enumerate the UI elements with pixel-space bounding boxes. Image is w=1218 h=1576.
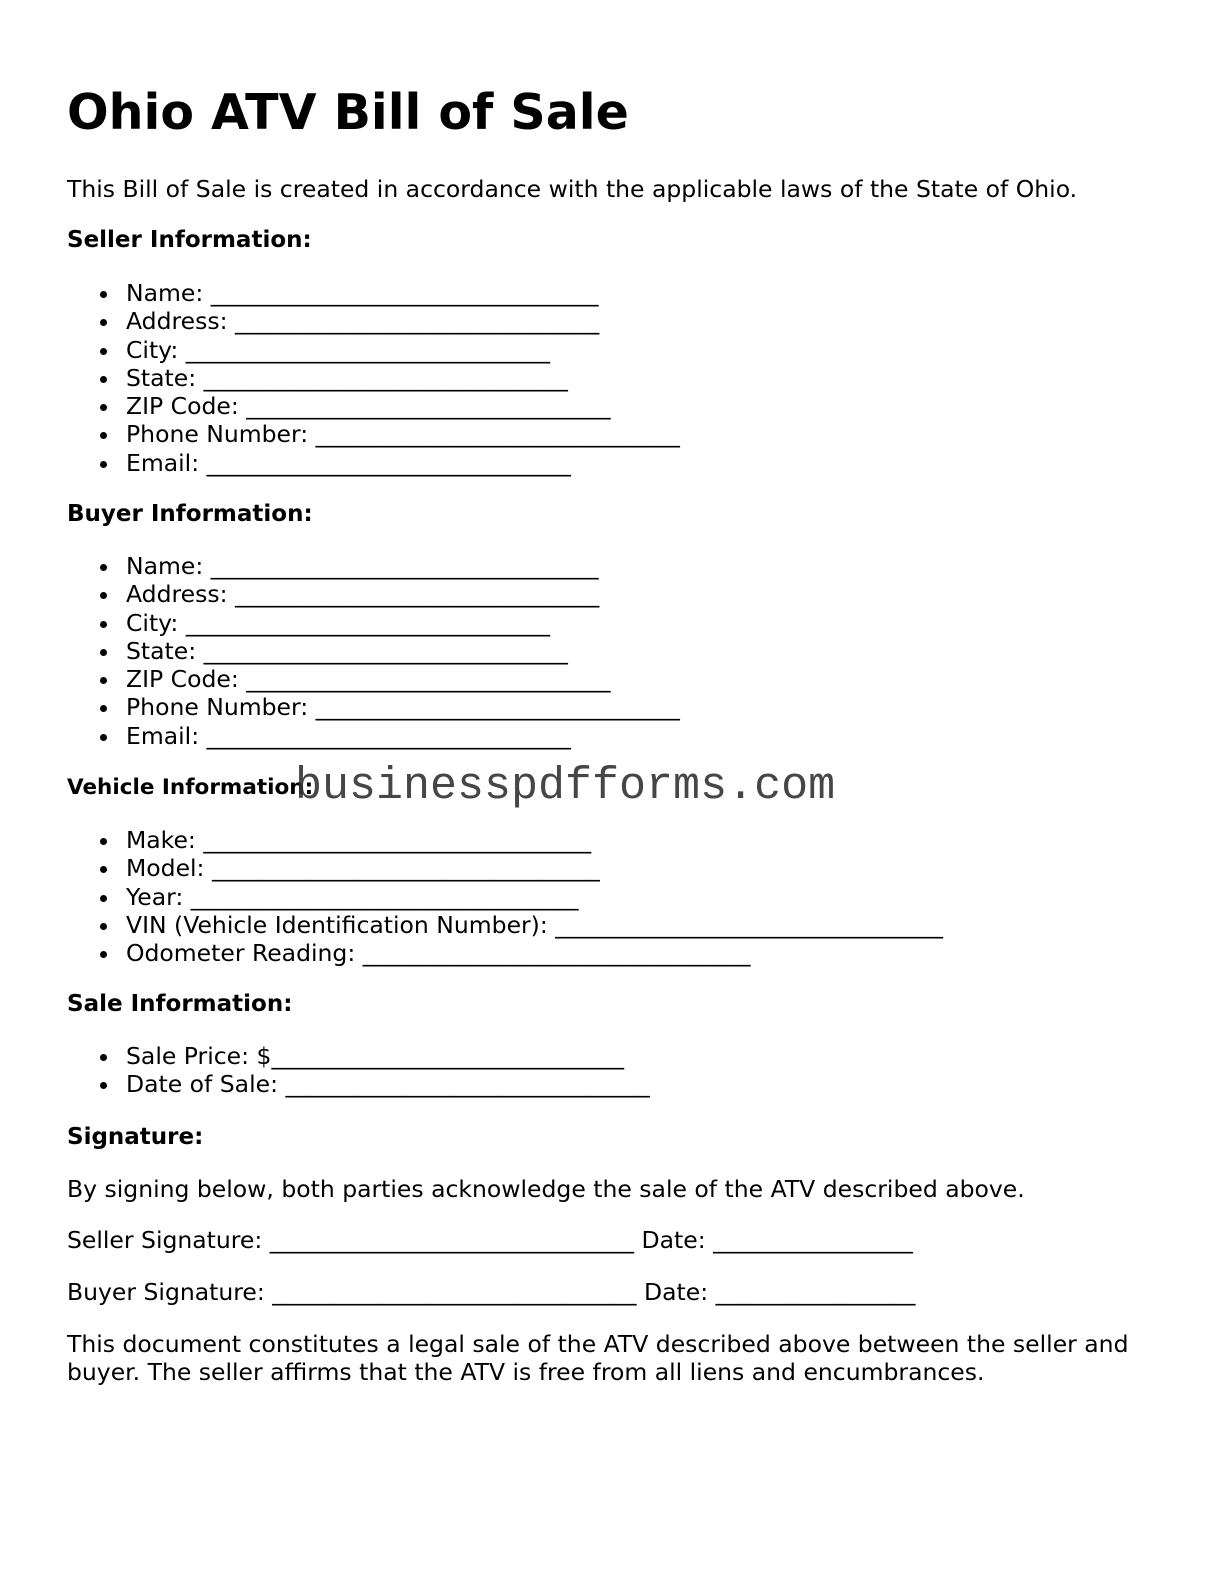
field-label: City: bbox=[126, 608, 179, 637]
field-blank: _________________________________ bbox=[211, 854, 600, 883]
field-label: State: bbox=[126, 636, 197, 665]
field-label: Model: bbox=[126, 854, 205, 883]
field-blank: _______________________________ bbox=[206, 721, 571, 750]
field-blank: _______________________________ bbox=[203, 636, 568, 665]
buyer-signature-label: Buyer Signature: bbox=[67, 1278, 265, 1306]
field-label: Date of Sale: bbox=[126, 1070, 278, 1099]
field-blank: _________________________________ bbox=[203, 826, 592, 854]
vehicle-make-field bbox=[0, 826, 943, 854]
page-title: Ohio ATV Bill of Sale bbox=[67, 84, 629, 141]
vehicle-odometer-field bbox=[0, 939, 943, 967]
vehicle-heading: Vehicle Information: bbox=[67, 775, 314, 800]
field-blank: _______________________________ bbox=[185, 608, 551, 637]
field-blank: _______________________________ bbox=[185, 335, 551, 364]
signature-statement: By signing below, both parties acknowledge the sale of the ATV described above. bbox=[67, 1175, 1025, 1203]
intro-text: This Bill of Sale is created in accordance with the applicable laws of the State of Ohio. bbox=[67, 175, 1078, 203]
seller-fields-list bbox=[0, 279, 680, 477]
field-blank: _______________________________ bbox=[315, 693, 680, 722]
seller-name-field bbox=[0, 279, 680, 307]
field-blank: _______________________________ bbox=[246, 665, 611, 694]
field-label: VIN (Vehicle Identification Number): bbox=[126, 910, 548, 939]
signature-heading: Signature: bbox=[67, 1124, 204, 1150]
buyer-date-blank: _________________ bbox=[715, 1278, 916, 1306]
buyer-zip-field bbox=[0, 665, 680, 693]
field-label: Sale Price: $ bbox=[126, 1042, 272, 1070]
watermark: businesspdfforms.com bbox=[295, 761, 836, 812]
field-label: Email: bbox=[126, 448, 200, 477]
buyer-fields-list bbox=[0, 552, 680, 750]
field-blank: ______________________________ bbox=[271, 1042, 624, 1070]
buyer-name-field bbox=[0, 552, 680, 580]
vehicle-model-field bbox=[0, 854, 943, 882]
vehicle-year-field bbox=[0, 883, 943, 911]
sale-heading: Sale Information: bbox=[67, 991, 293, 1017]
seller-heading: Seller Information: bbox=[67, 227, 312, 253]
field-label: Name: bbox=[126, 552, 204, 580]
closing-statement: This document constitutes a legal sale of the ATV described above between the seller and buyer. The seller affirms that the ATV is free from all liens and encumbrances. bbox=[67, 1330, 1129, 1387]
seller-city-field bbox=[0, 336, 680, 364]
field-blank: _________________________________ bbox=[362, 939, 751, 968]
field-blank: _______________________________ bbox=[285, 1070, 650, 1099]
field-blank: _______________________________ bbox=[235, 580, 600, 609]
seller-signature-blank: _______________________________ bbox=[269, 1226, 635, 1254]
buyer-address-field bbox=[0, 580, 680, 608]
field-label: Phone Number: bbox=[126, 420, 309, 449]
seller-state-field bbox=[0, 364, 680, 392]
sale-fields-list bbox=[0, 1042, 650, 1099]
field-blank: _______________________________ bbox=[315, 420, 680, 449]
seller-email-field bbox=[0, 449, 680, 477]
seller-date-blank: _________________ bbox=[713, 1226, 913, 1254]
field-label: City: bbox=[126, 335, 179, 364]
buyer-signature-line bbox=[67, 1278, 915, 1306]
field-blank: _________________________________ bbox=[210, 552, 599, 580]
field-blank: _________________________________ bbox=[555, 910, 944, 939]
field-label: Email: bbox=[126, 721, 200, 750]
buyer-heading: Buyer Information: bbox=[67, 501, 313, 527]
buyer-email-field bbox=[0, 722, 680, 750]
seller-address-field bbox=[0, 307, 680, 335]
field-label: Address: bbox=[126, 307, 228, 336]
field-label: Name: bbox=[126, 279, 204, 307]
field-label: Make: bbox=[126, 826, 196, 854]
field-blank: _______________________________ bbox=[203, 363, 568, 392]
field-blank: _______________________________ bbox=[206, 448, 571, 477]
field-label: Year: bbox=[126, 882, 184, 911]
vehicle-fields-list bbox=[0, 826, 943, 967]
field-label: ZIP Code: bbox=[126, 665, 239, 694]
sale-date-field bbox=[0, 1070, 650, 1098]
field-blank: _________________________________ bbox=[210, 279, 599, 307]
field-label: ZIP Code: bbox=[126, 392, 239, 421]
buyer-city-field bbox=[0, 609, 680, 637]
field-label: Phone Number: bbox=[126, 693, 309, 722]
field-blank: _______________________________ bbox=[235, 307, 600, 336]
buyer-date-label: Date: bbox=[644, 1278, 709, 1306]
field-blank: _______________________________ bbox=[246, 392, 611, 421]
seller-signature-line bbox=[67, 1226, 913, 1254]
field-blank: _________________________________ bbox=[190, 882, 579, 911]
field-label: Address: bbox=[126, 580, 228, 609]
field-label: State: bbox=[126, 363, 197, 392]
seller-signature-label: Seller Signature: bbox=[67, 1226, 263, 1254]
buyer-state-field bbox=[0, 637, 680, 665]
seller-phone-field bbox=[0, 420, 680, 448]
seller-date-label: Date: bbox=[641, 1226, 706, 1254]
buyer-phone-field bbox=[0, 693, 680, 721]
vehicle-vin-field bbox=[0, 911, 943, 939]
sale-price-field bbox=[0, 1042, 650, 1070]
seller-zip-field bbox=[0, 392, 680, 420]
buyer-signature-blank: _______________________________ bbox=[272, 1278, 637, 1306]
field-label: Odometer Reading: bbox=[126, 939, 356, 968]
